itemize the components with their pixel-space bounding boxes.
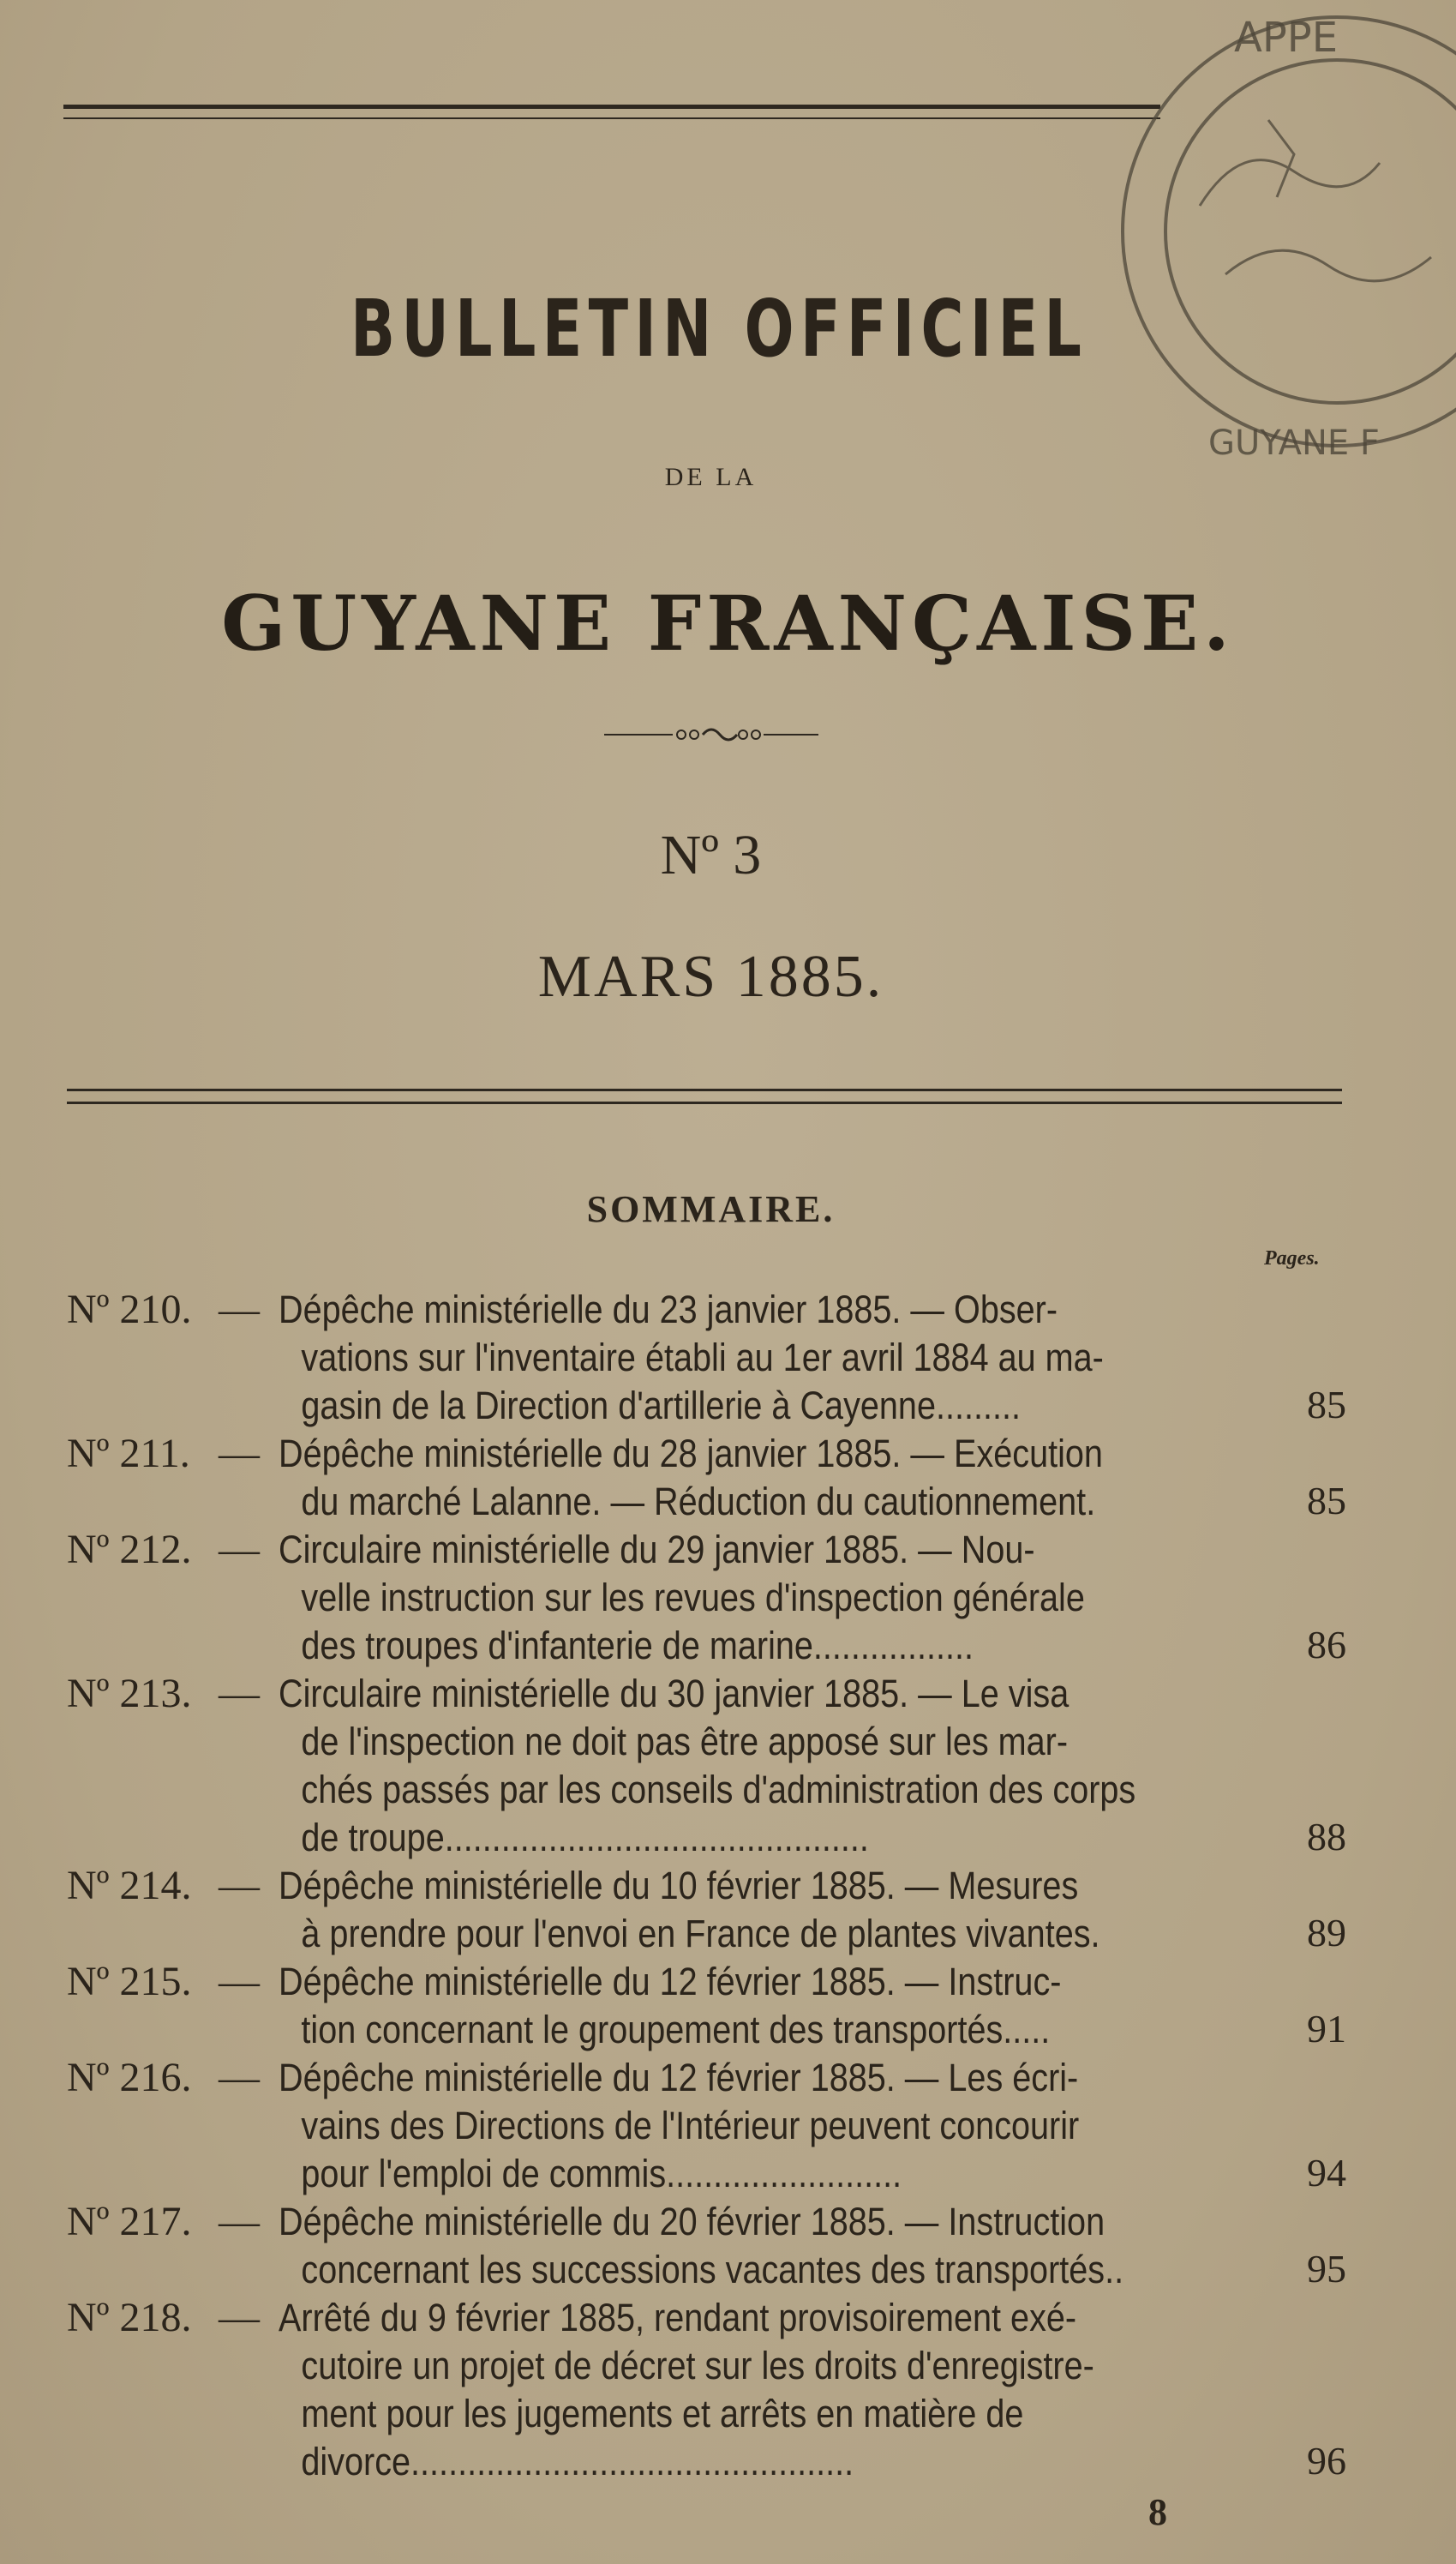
archive-stamp-seal xyxy=(1071,0,1456,514)
entry-line: Arrêté du 9 février 1885, rendant provisoirement exé- xyxy=(279,2296,1077,2339)
entry-page-number: 91 xyxy=(1307,2007,1346,2051)
entry-dash: — xyxy=(219,2055,260,2100)
entry-dash: — xyxy=(219,1959,260,2004)
entry-page-number: 88 xyxy=(1307,1815,1346,1858)
entry-description xyxy=(279,1286,1146,1430)
entry-line: divorce............................................... xyxy=(301,2440,854,2483)
entry-line: de l'inspection ne doit pas être apposé sur les mar- xyxy=(301,1720,1069,1763)
entry-page-number: 85 xyxy=(1307,1479,1346,1522)
entry-dash: — xyxy=(219,1863,260,1908)
entry-line: chés passés par les conseils d'administration des corps xyxy=(301,1768,1136,1811)
issue-number: Nº 3 xyxy=(660,824,762,886)
entry-line: gasin de la Direction d'artillerie à Cayenne......... xyxy=(301,1384,1021,1427)
title-connector: DE LA xyxy=(664,463,758,491)
entry-line: ment pour les jugements et arrêts en matière de xyxy=(301,2392,1024,2435)
entry-line: vains des Directions de l'Intérieur peuvent concourir xyxy=(301,2104,1080,2147)
entry-page-number: 94 xyxy=(1307,2151,1346,2195)
entry-number: Nº 211. xyxy=(67,1431,190,1476)
colony-name: GUYANE FRANÇAISE. xyxy=(221,579,1235,668)
entry-line: des troupes d'infanterie de marine................. xyxy=(301,1624,974,1667)
entry-line: velle instruction sur les revues d'inspection générale xyxy=(301,1576,1085,1619)
entry-number: Nº 212. xyxy=(67,1527,192,1572)
entry-line: Circulaire ministérielle du 30 janvier 1885. — Le visa xyxy=(279,1672,1070,1715)
entry-line: pour l'emploi de commis......................... xyxy=(301,2152,902,2195)
entry-description xyxy=(279,1430,1146,1526)
entry-line: du marché Lalanne. — Réduction du cautionnement. xyxy=(301,1480,1096,1523)
entry-page-number: 86 xyxy=(1307,1623,1346,1666)
entry-number: Nº 218. xyxy=(67,2295,192,2340)
entry-line: tion concernant le groupement des transportés..... xyxy=(301,2008,1051,2051)
entry-description xyxy=(279,1526,1146,1670)
top-double-rule xyxy=(63,105,1160,119)
stamp-text-top: APPE xyxy=(1234,14,1339,62)
entry-description xyxy=(279,1958,1146,2054)
entry-description xyxy=(279,2294,1146,2486)
entry-dash: — xyxy=(219,2199,260,2244)
signature-mark: 8 xyxy=(1148,2491,1167,2533)
entry-dash: — xyxy=(219,2295,260,2340)
issue-date: MARS 1885. xyxy=(537,944,884,1010)
entry-number: Nº 213. xyxy=(67,1671,192,1716)
entry-number: Nº 217. xyxy=(67,2199,192,2244)
entry-line: cutoire un projet de décret sur les droits d'enregistre- xyxy=(301,2344,1094,2387)
entry-line: Circulaire ministérielle du 29 janvier 1885. — Nou- xyxy=(279,1528,1035,1571)
entry-line: Dépêche ministérielle du 12 février 1885. — Instruc- xyxy=(279,1960,1062,2003)
entry-number: Nº 216. xyxy=(67,2055,192,2100)
entry-description xyxy=(279,2198,1146,2294)
entry-line: vations sur l'inventaire établi au 1er avril 1884 au ma- xyxy=(301,1336,1104,1379)
entry-line: Dépêche ministérielle du 12 février 1885. — Les écri- xyxy=(279,2056,1079,2099)
entry-line: Dépêche ministérielle du 20 février 1885. — Instruction xyxy=(279,2200,1105,2243)
entry-line: à prendre pour l'envoi en France de plantes vivantes. xyxy=(301,1912,1100,1955)
entry-number: Nº 210. xyxy=(67,1287,192,1332)
ornament-divider xyxy=(604,722,818,748)
bulletin-title: BULLETIN OFFICIEL xyxy=(351,283,1088,375)
entry-dash: — xyxy=(219,1671,260,1716)
stamp-text-bottom: GUYANE F xyxy=(1208,423,1380,463)
pages-column-label: Pages. xyxy=(1264,1247,1320,1270)
entry-page-number: 89 xyxy=(1307,1911,1346,1955)
middle-double-rule xyxy=(67,1089,1342,1104)
entry-dash: — xyxy=(219,1431,260,1476)
entry-line: de troupe............................................. xyxy=(301,1816,869,1859)
entry-page-number: 95 xyxy=(1307,2247,1346,2291)
entry-line: concernant les successions vacantes des transportés.. xyxy=(301,2248,1124,2291)
entry-description xyxy=(279,2054,1146,2198)
entry-line: Dépêche ministérielle du 28 janvier 1885. — Exécution xyxy=(279,1432,1103,1475)
entry-number: Nº 214. xyxy=(67,1863,192,1908)
entry-page-number: 85 xyxy=(1307,1383,1346,1426)
entry-line: Dépêche ministérielle du 23 janvier 1885. — Obser- xyxy=(279,1288,1058,1331)
summary-heading: SOMMAIRE. xyxy=(586,1188,836,1230)
entry-page-number: 96 xyxy=(1307,2439,1346,2483)
entry-description xyxy=(279,1670,1146,1862)
entry-number: Nº 215. xyxy=(67,1959,192,2004)
entry-description xyxy=(279,1862,1146,1958)
entry-line: Dépêche ministérielle du 10 février 1885. — Mesures xyxy=(279,1864,1079,1907)
entry-dash: — xyxy=(219,1287,260,1332)
entry-dash: — xyxy=(219,1527,260,1572)
